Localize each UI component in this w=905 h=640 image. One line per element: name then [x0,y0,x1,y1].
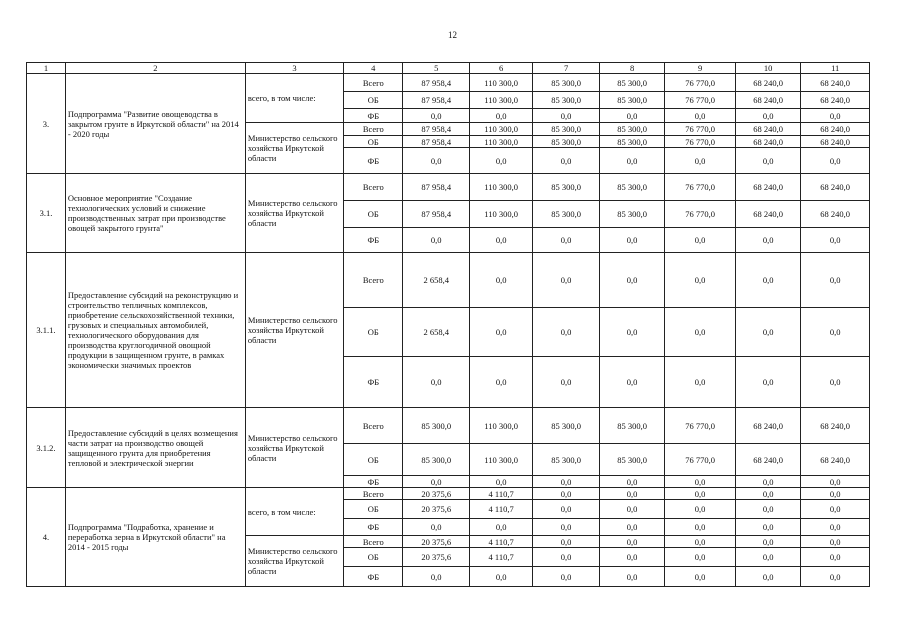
value-cell: 0,0 [469,228,532,253]
header-col: 6 [469,63,532,74]
funding-source: Всего [344,74,403,92]
value-cell: 68 240,0 [801,174,870,201]
value-cell: 4 110,7 [469,536,532,548]
value-cell: 0,0 [735,567,800,587]
value-cell: 0,0 [735,500,800,519]
value-cell: 85 300,0 [599,92,664,109]
value-cell: 0,0 [533,148,599,174]
value-cell: 85 300,0 [533,92,599,109]
value-cell: 85 300,0 [599,174,664,201]
value-cell: 0,0 [665,228,736,253]
value-cell: 0,0 [599,488,664,500]
value-cell: 0,0 [533,536,599,548]
value-cell: 0,0 [469,109,532,123]
value-cell: 0,0 [801,228,870,253]
funding-source: ОБ [344,444,403,476]
funding-source: ОБ [344,201,403,228]
funding-source: ОБ [344,548,403,567]
value-cell: 0,0 [403,357,469,408]
value-cell: 85 300,0 [533,174,599,201]
value-cell: 76 770,0 [665,92,736,109]
value-cell: 0,0 [735,519,800,536]
value-cell: 0,0 [599,519,664,536]
value-cell: 0,0 [735,308,800,357]
value-cell: 0,0 [403,567,469,587]
section-name: Предоставление субсидий на реконструкцию и строительство тепличных комплексов, приобретение сельскохозяйственной техники, грузовых и специальных автомобилей, технологического оборудования для производства круглогодичной овощной продукции в защищенном грунте, в рамках экономически значимых проектов [65,253,245,408]
value-cell: 0,0 [801,476,870,488]
value-cell: 87 958,4 [403,174,469,201]
value-cell: 0,0 [599,536,664,548]
value-cell: 0,0 [801,308,870,357]
executor-cell: всего, в том числе: [245,74,343,123]
executor-cell: Министерство сельского хозяйства Иркутской области [245,174,343,253]
value-cell: 0,0 [533,109,599,123]
value-cell: 0,0 [599,109,664,123]
value-cell: 85 300,0 [599,136,664,148]
page-number: 12 [448,30,457,40]
header-col: 10 [735,63,800,74]
value-cell: 68 240,0 [735,74,800,92]
header-col: 5 [403,63,469,74]
executor-cell: Министерство сельского хозяйства Иркутской области [245,408,343,488]
value-cell: 0,0 [801,536,870,548]
value-cell: 0,0 [801,519,870,536]
funding-source: ФБ [344,519,403,536]
value-cell: 68 240,0 [735,444,800,476]
executor-cell: всего, в том числе: [245,488,343,536]
value-cell: 0,0 [533,548,599,567]
value-cell: 85 300,0 [599,408,664,444]
value-cell: 110 300,0 [469,408,532,444]
funding-source: ОБ [344,308,403,357]
value-cell: 0,0 [735,536,800,548]
value-cell: 110 300,0 [469,92,532,109]
value-cell: 0,0 [665,476,736,488]
table-row [27,174,870,201]
value-cell: 85 300,0 [403,408,469,444]
value-cell: 68 240,0 [801,123,870,136]
section-name: Подпрограмма "Развитие овощеводства в закрытом грунте в Иркутской области" на 2014 - 2020 годы [65,74,245,174]
section-number: 3.1. [27,174,66,253]
value-cell: 0,0 [599,253,664,308]
value-cell: 4 110,7 [469,548,532,567]
value-cell: 68 240,0 [801,136,870,148]
value-cell: 0,0 [801,357,870,408]
value-cell: 0,0 [801,548,870,567]
value-cell: 85 300,0 [599,201,664,228]
value-cell: 0,0 [801,500,870,519]
value-cell: 0,0 [735,548,800,567]
value-cell: 68 240,0 [735,92,800,109]
value-cell: 76 770,0 [665,123,736,136]
value-cell: 0,0 [599,357,664,408]
value-cell: 0,0 [533,519,599,536]
value-cell: 0,0 [599,148,664,174]
executor-cell: Министерство сельского хозяйства Иркутской области [245,253,343,408]
value-cell: 0,0 [735,476,800,488]
section-number: 3.1.1. [27,253,66,408]
funding-source: ФБ [344,357,403,408]
value-cell: 0,0 [403,148,469,174]
value-cell: 85 300,0 [533,201,599,228]
value-cell: 4 110,7 [469,500,532,519]
section-number: 3.1.2. [27,408,66,488]
header-col: 7 [533,63,599,74]
value-cell: 2 658,4 [403,253,469,308]
value-cell: 0,0 [665,488,736,500]
value-cell: 0,0 [469,476,532,488]
value-cell: 0,0 [469,148,532,174]
section-number: 4. [27,488,66,587]
value-cell: 87 958,4 [403,136,469,148]
value-cell: 0,0 [665,519,736,536]
value-cell: 0,0 [469,357,532,408]
value-cell: 68 240,0 [801,408,870,444]
value-cell: 0,0 [801,253,870,308]
executor-cell: Министерство сельского хозяйства Иркутской области [245,536,343,587]
value-cell: 0,0 [469,519,532,536]
value-cell: 0,0 [599,548,664,567]
value-cell: 0,0 [403,519,469,536]
value-cell: 85 300,0 [403,444,469,476]
funding-source: ОБ [344,136,403,148]
funding-source: ОБ [344,92,403,109]
value-cell: 85 300,0 [599,74,664,92]
executor-cell: Министерство сельского хозяйства Иркутской области [245,123,343,174]
value-cell: 76 770,0 [665,408,736,444]
value-cell: 76 770,0 [665,174,736,201]
value-cell: 0,0 [665,500,736,519]
header-row [27,63,870,74]
value-cell: 76 770,0 [665,74,736,92]
value-cell: 0,0 [599,228,664,253]
value-cell: 0,0 [735,488,800,500]
value-cell: 85 300,0 [533,444,599,476]
value-cell: 0,0 [735,228,800,253]
funding-source: Всего [344,488,403,500]
value-cell: 68 240,0 [735,174,800,201]
value-cell: 20 375,6 [403,536,469,548]
value-cell: 85 300,0 [599,444,664,476]
value-cell: 68 240,0 [735,201,800,228]
section-name: Предоставление субсидий в целях возмещения части затрат на производство овощей защищенного грунта для приобретения тепловой и электрической энергии [65,408,245,488]
value-cell: 110 300,0 [469,444,532,476]
header-col: 1 [27,63,66,74]
value-cell: 85 300,0 [533,123,599,136]
value-cell: 68 240,0 [735,408,800,444]
funding-source: ФБ [344,228,403,253]
header-col: 4 [344,63,403,74]
value-cell: 0,0 [735,357,800,408]
value-cell: 0,0 [403,109,469,123]
value-cell: 0,0 [533,253,599,308]
section-name: Подпрограмма "Подработка, хранение и переработка зерна в Иркутской области" на 2014 - 2015 годы [65,488,245,587]
value-cell: 110 300,0 [469,174,532,201]
value-cell: 0,0 [735,109,800,123]
value-cell: 0,0 [533,308,599,357]
value-cell: 68 240,0 [801,74,870,92]
value-cell: 2 658,4 [403,308,469,357]
funding-source: ФБ [344,148,403,174]
budget-table [26,62,870,587]
value-cell: 0,0 [533,476,599,488]
value-cell: 0,0 [665,253,736,308]
value-cell: 0,0 [533,228,599,253]
value-cell: 0,0 [403,476,469,488]
value-cell: 0,0 [469,308,532,357]
value-cell: 85 300,0 [533,74,599,92]
value-cell: 0,0 [801,488,870,500]
value-cell: 0,0 [665,109,736,123]
value-cell: 0,0 [665,548,736,567]
value-cell: 110 300,0 [469,74,532,92]
funding-source: Всего [344,253,403,308]
value-cell: 110 300,0 [469,136,532,148]
value-cell: 87 958,4 [403,123,469,136]
table-row [27,408,870,444]
value-cell: 0,0 [665,308,736,357]
value-cell: 0,0 [665,148,736,174]
value-cell: 0,0 [665,357,736,408]
value-cell: 0,0 [599,476,664,488]
value-cell: 87 958,4 [403,201,469,228]
value-cell: 0,0 [665,536,736,548]
value-cell: 76 770,0 [665,201,736,228]
value-cell: 0,0 [403,228,469,253]
section-number: 3. [27,74,66,174]
funding-source: ФБ [344,476,403,488]
value-cell: 0,0 [801,567,870,587]
value-cell: 110 300,0 [469,201,532,228]
value-cell: 68 240,0 [801,201,870,228]
value-cell: 87 958,4 [403,74,469,92]
header-col: 3 [245,63,343,74]
value-cell: 68 240,0 [735,136,800,148]
table-row [27,488,870,500]
value-cell: 87 958,4 [403,92,469,109]
header-col: 9 [665,63,736,74]
funding-source: Всего [344,536,403,548]
header-col: 2 [65,63,245,74]
value-cell: 0,0 [801,109,870,123]
value-cell: 85 300,0 [533,136,599,148]
funding-source: ФБ [344,567,403,587]
funding-source: Всего [344,174,403,201]
value-cell: 0,0 [665,567,736,587]
table-row [27,74,870,92]
value-cell: 0,0 [469,567,532,587]
value-cell: 85 300,0 [533,408,599,444]
value-cell: 85 300,0 [599,123,664,136]
value-cell: 68 240,0 [801,444,870,476]
value-cell: 0,0 [533,567,599,587]
value-cell: 0,0 [599,567,664,587]
value-cell: 0,0 [599,308,664,357]
table-row [27,253,870,308]
value-cell: 20 375,6 [403,548,469,567]
value-cell: 110 300,0 [469,123,532,136]
value-cell: 0,0 [599,500,664,519]
value-cell: 0,0 [735,148,800,174]
value-cell: 0,0 [469,253,532,308]
value-cell: 4 110,7 [469,488,532,500]
funding-source: ОБ [344,500,403,519]
header-col: 8 [599,63,664,74]
value-cell: 76 770,0 [665,136,736,148]
value-cell: 68 240,0 [801,92,870,109]
funding-source: Всего [344,408,403,444]
value-cell: 0,0 [533,500,599,519]
value-cell: 68 240,0 [735,123,800,136]
value-cell: 0,0 [533,357,599,408]
funding-source: Всего [344,123,403,136]
funding-source: ФБ [344,109,403,123]
section-name: Основное мероприятие "Создание технологических условий и снижение производственных затрат при производстве овощей закрытого грунта" [65,174,245,253]
header-col: 11 [801,63,870,74]
value-cell: 0,0 [801,148,870,174]
value-cell: 20 375,6 [403,500,469,519]
value-cell: 76 770,0 [665,444,736,476]
value-cell: 20 375,6 [403,488,469,500]
value-cell: 0,0 [533,488,599,500]
value-cell: 0,0 [735,253,800,308]
